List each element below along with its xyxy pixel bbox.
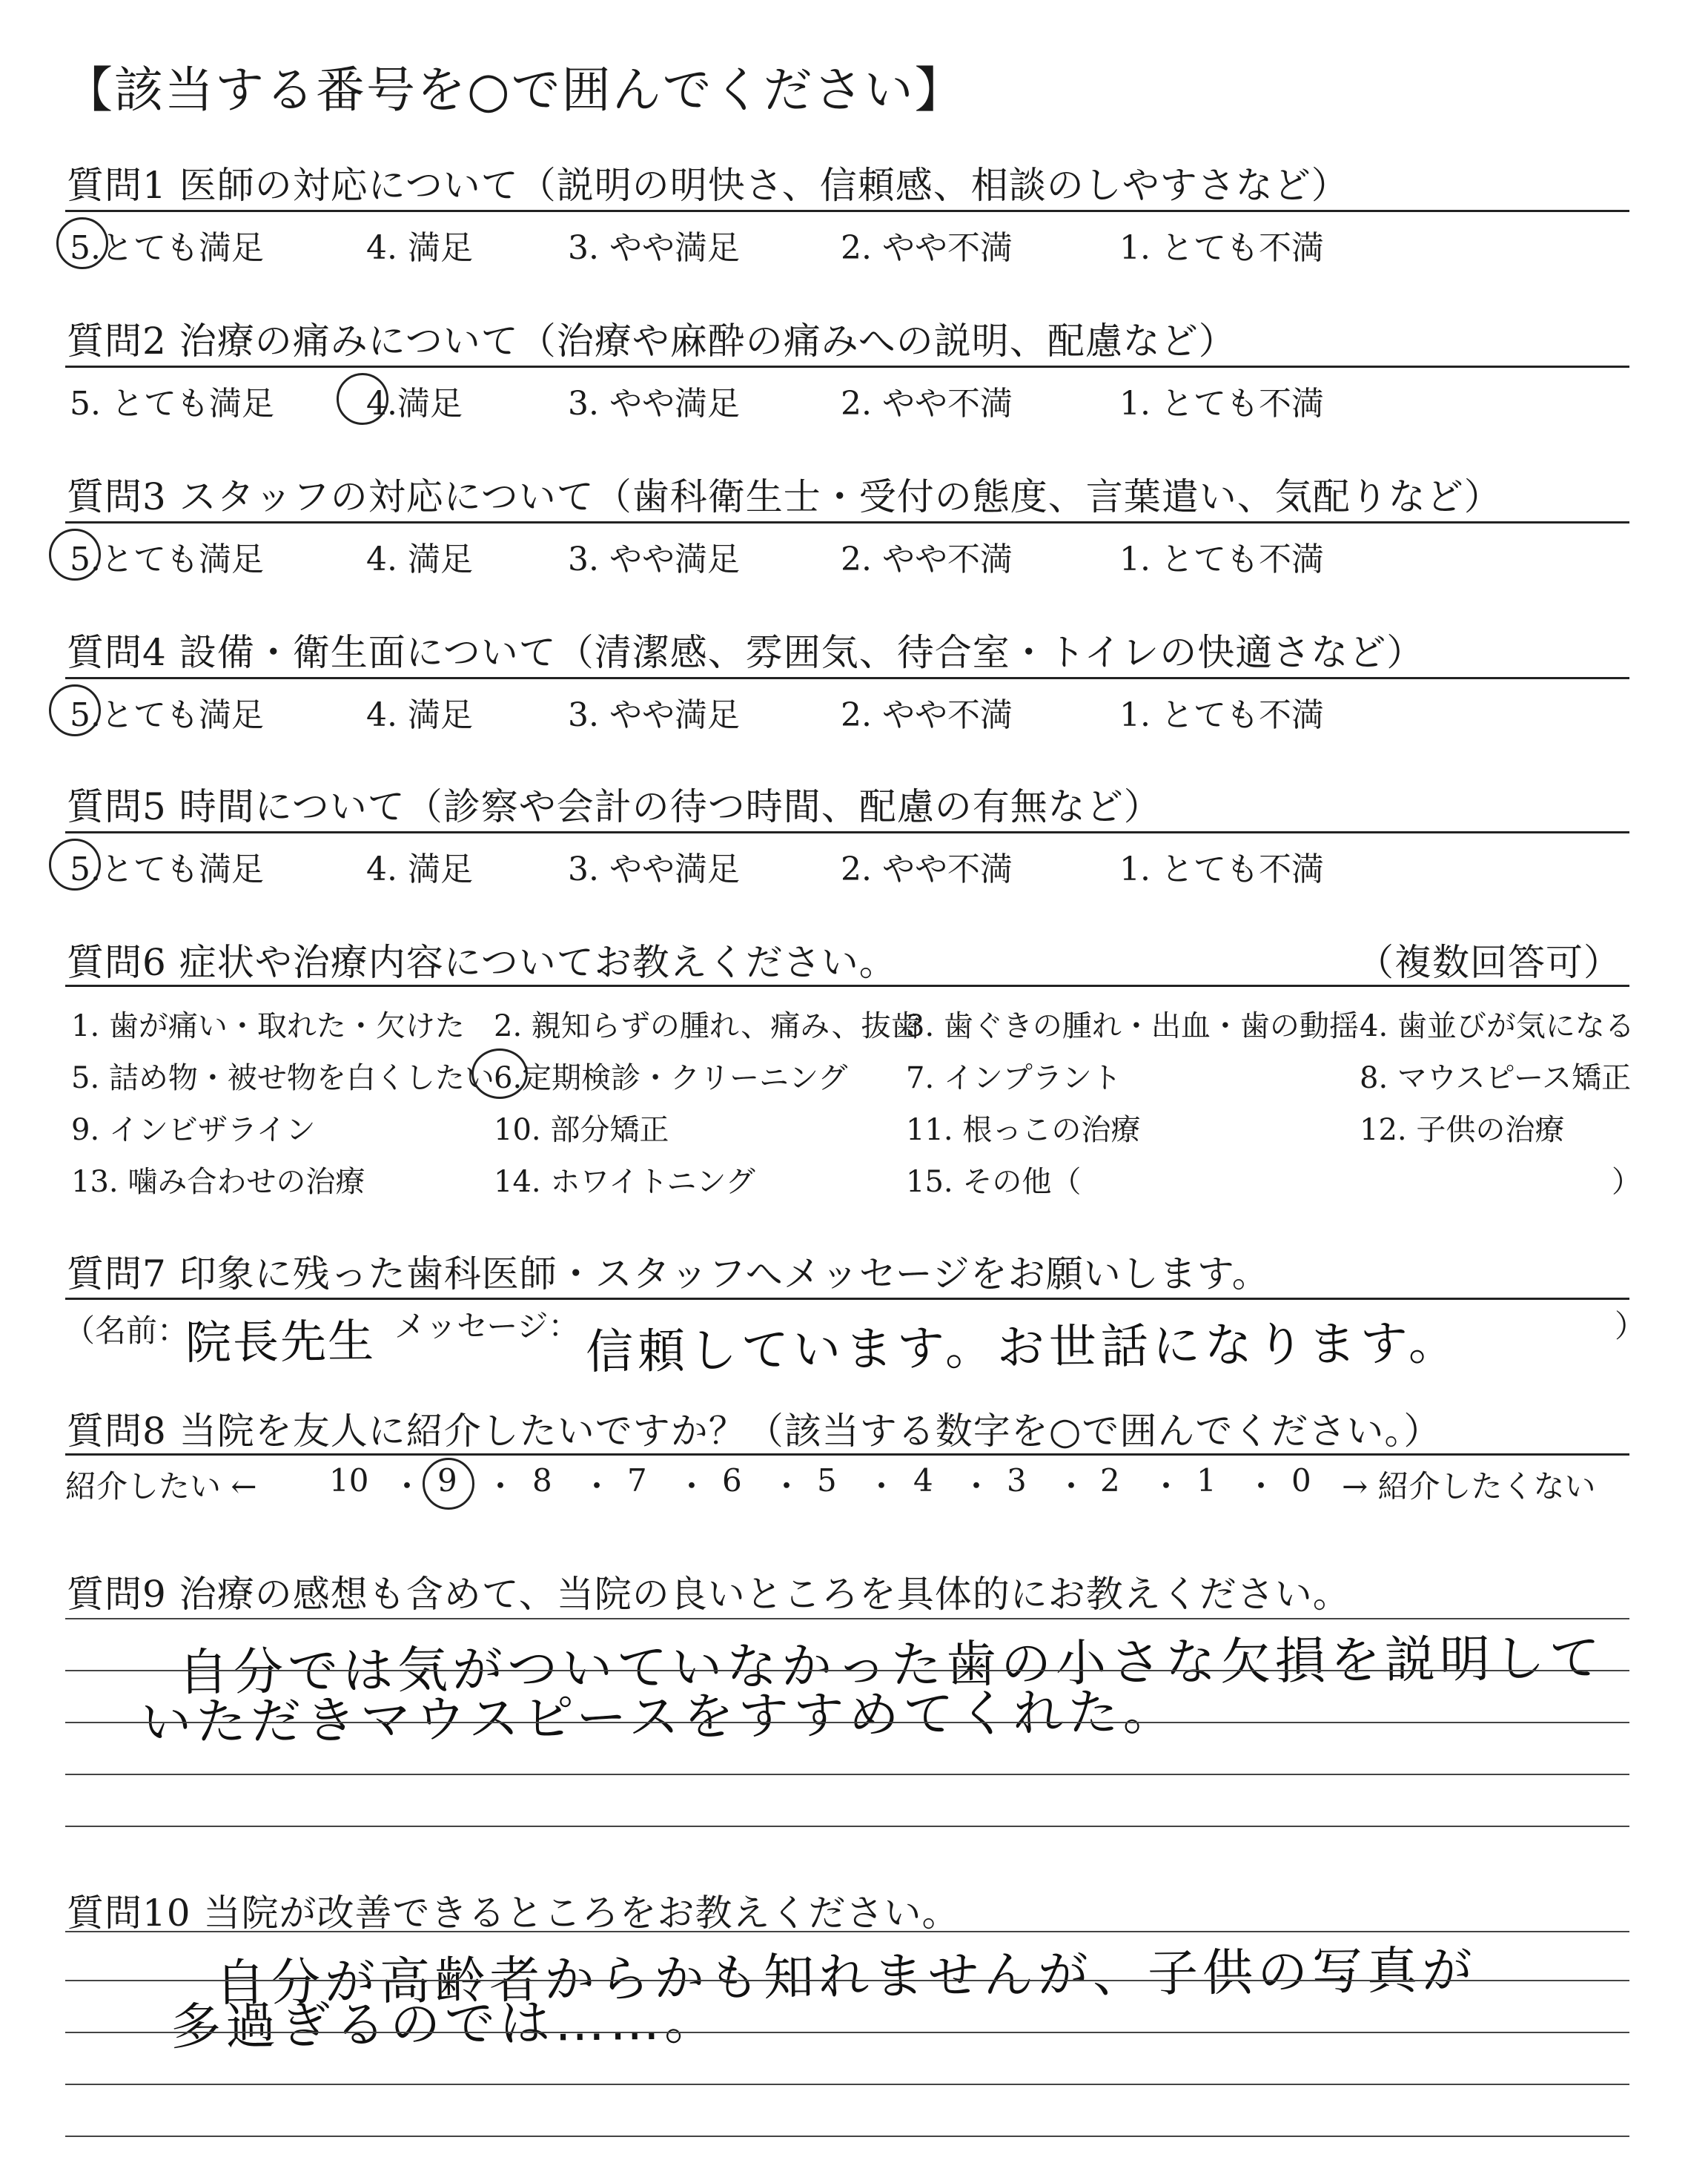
- question-3-rule: [65, 521, 1629, 524]
- q7-close-paren: ）: [1615, 1308, 1646, 1344]
- question-4-rule: [65, 677, 1629, 679]
- question-10-title: 質問10 当院が改善できるところをお教えください。: [67, 1892, 960, 1935]
- q5-option-1[interactable]: 1. とても不満: [1119, 851, 1324, 888]
- q1-option-1[interactable]: 1. とても不満: [1119, 229, 1324, 267]
- q6-option-12[interactable]: 12. 子供の治療: [1360, 1113, 1565, 1147]
- q2-option-4[interactable]: 4.満足: [366, 385, 463, 423]
- q5-option-3[interactable]: 3. やや満足: [568, 851, 740, 888]
- q6-option-15[interactable]: 15. その他（: [906, 1165, 1082, 1199]
- q4-option-3[interactable]: 3. やや満足: [568, 696, 740, 734]
- q6-option-5[interactable]: 5. 詰め物・被せ物を白くしたい: [71, 1061, 494, 1095]
- q10-answer-line-2[interactable]: 多過ぎるのでは……。: [170, 1992, 720, 2057]
- question-4-title: 質問4 設備・衛生面について（清潔感、雰囲気、待合室・トイレの快適さなど）: [67, 631, 1425, 674]
- question-1-rule: [65, 210, 1629, 212]
- q9-line-5: [65, 1826, 1629, 1827]
- q8-scale-3[interactable]: 3: [1007, 1462, 1027, 1499]
- q8-sep: ・: [961, 1468, 993, 1505]
- q1-option-4[interactable]: 4. 満足: [366, 229, 473, 267]
- question-6-rule: [65, 985, 1629, 987]
- q4-option-1[interactable]: 1. とても不満: [1119, 696, 1324, 734]
- q8-scale-5[interactable]: 5: [817, 1462, 837, 1499]
- q5-option-5[interactable]: 5.とても満足: [70, 851, 264, 888]
- q8-scale-8[interactable]: 8: [532, 1462, 552, 1499]
- q6-option-11[interactable]: 11. 根っこの治療: [906, 1113, 1141, 1147]
- q10-line-5: [65, 2136, 1629, 2137]
- q4-option-2[interactable]: 2. やや不満: [841, 696, 1013, 734]
- q9-line-1: [65, 1618, 1629, 1619]
- question-7-title: 質問7 印象に残った歯科医師・スタッフへメッセージをお願いします。: [67, 1252, 1270, 1295]
- q9-line-2: [65, 1670, 1629, 1671]
- question-6-title: 質問6 症状や治療内容についてお教えください。: [67, 941, 897, 984]
- q8-sep: ・: [771, 1468, 803, 1505]
- q8-sep: ・: [866, 1468, 898, 1505]
- q8-scale-9[interactable]: 9: [437, 1462, 457, 1499]
- question-8-title: 質問8 当院を友人に紹介したいですか？（該当する数字を○で囲んでください。）: [67, 1410, 1442, 1453]
- q10-line-4: [65, 2084, 1629, 2085]
- q7-name-label: （名前：: [64, 1312, 189, 1349]
- q6-option-7[interactable]: 7. インプラント: [906, 1061, 1122, 1095]
- q10-answer-line-1[interactable]: 自分が高齢者からかも知れませんが、子供の写真が: [214, 1941, 1477, 2013]
- q3-option-5[interactable]: 5.とても満足: [70, 541, 264, 578]
- q2-option-3[interactable]: 3. やや満足: [568, 385, 740, 423]
- q9-line-4: [65, 1774, 1629, 1775]
- q6-option-6[interactable]: 6.定期検診・クリーニング: [494, 1061, 848, 1095]
- q7-name-value[interactable]: 院長先生: [185, 1313, 376, 1370]
- q2-option-1[interactable]: 1. とても不満: [1119, 385, 1324, 423]
- q5-option-2[interactable]: 2. やや不満: [841, 851, 1013, 888]
- q1-option-5[interactable]: 5.とても満足: [70, 229, 264, 267]
- question-2-title: 質問2 治療の痛みについて（治療や麻酔の痛みへの説明、配慮など）: [67, 320, 1237, 363]
- q6-option-9[interactable]: 9. インビザライン: [71, 1113, 316, 1147]
- q1-option-3[interactable]: 3. やや満足: [568, 229, 740, 267]
- q9-answer-line-1[interactable]: 自分では気がついていなかった歯の小さな欠損を説明して: [177, 1628, 1605, 1703]
- q4-option-4[interactable]: 4. 満足: [366, 696, 473, 734]
- q2-option-5[interactable]: 5. とても満足: [70, 385, 274, 423]
- q2-option-2[interactable]: 2. やや不満: [841, 385, 1013, 423]
- question-2-rule: [65, 366, 1629, 368]
- q8-scale-4[interactable]: 4: [913, 1462, 933, 1499]
- q7-message-value[interactable]: 信頼しています。お世話になります。: [585, 1315, 1461, 1381]
- question-5-title: 質問5 時間について（診察や会計の待つ時間、配慮の有無など）: [67, 785, 1162, 828]
- question-9-title: 質問9 治療の感想も含めて、当院の良いところを具体的にお教えください。: [67, 1573, 1351, 1616]
- q8-sep: ・: [1151, 1468, 1182, 1505]
- q6-option-14[interactable]: 14. ホワイトニング: [494, 1165, 755, 1199]
- q8-sep: ・: [485, 1468, 517, 1505]
- q10-line-3: [65, 2032, 1629, 2033]
- q8-left-label: 紹介したい ←: [65, 1468, 257, 1505]
- question-3-title: 質問3 スタッフの対応について（歯科衛生士・受付の態度、言葉遣い、気配りなど）: [67, 475, 1502, 518]
- question-6-note: （複数回答可）: [1357, 941, 1621, 984]
- q6-option-3[interactable]: 3. 歯ぐきの腫れ・出血・歯の動揺: [906, 1009, 1359, 1043]
- q3-option-4[interactable]: 4. 満足: [366, 541, 473, 578]
- q6-option-1[interactable]: 1. 歯が痛い・取れた・欠けた: [71, 1009, 465, 1043]
- question-1-title: 質問1 医師の対応について（説明の明快さ、信頼感、相談のしやすさなど）: [67, 164, 1349, 207]
- q7-message-label: メッセージ：: [394, 1308, 580, 1344]
- q8-right-label: → 紹介したくない: [1342, 1468, 1596, 1505]
- q8-scale-0[interactable]: 0: [1291, 1462, 1311, 1499]
- q6-option-8[interactable]: 8. マウスピース矯正: [1360, 1061, 1632, 1095]
- q8-sep: ・: [1056, 1468, 1088, 1505]
- q8-scale-10[interactable]: 10: [329, 1462, 369, 1499]
- q6-other-close-paren: ）: [1612, 1165, 1641, 1199]
- q6-option-2[interactable]: 2. 親知らずの腫れ、痛み、抜歯: [494, 1009, 921, 1043]
- instruction-header: 【該当する番号を○で囲んでください】: [64, 62, 965, 119]
- q8-scale-7[interactable]: 7: [627, 1462, 647, 1499]
- q8-sep: ・: [581, 1468, 613, 1505]
- q10-line-2: [65, 1980, 1629, 1981]
- question-5-rule: [65, 831, 1629, 833]
- q4-option-5[interactable]: 5.とても満足: [70, 696, 264, 734]
- q6-option-4[interactable]: 4. 歯並びが気になる: [1360, 1009, 1635, 1043]
- q8-sep: ・: [1245, 1468, 1277, 1505]
- question-8-rule: [65, 1453, 1629, 1456]
- q8-sep: ・: [676, 1468, 708, 1505]
- q8-sep: ・: [391, 1468, 423, 1505]
- q3-option-2[interactable]: 2. やや不満: [841, 541, 1013, 578]
- q3-option-3[interactable]: 3. やや満足: [568, 541, 740, 578]
- q9-line-3: [65, 1722, 1629, 1723]
- q8-scale-6[interactable]: 6: [722, 1462, 742, 1499]
- q6-option-10[interactable]: 10. 部分矯正: [494, 1113, 669, 1147]
- q3-option-1[interactable]: 1. とても不満: [1119, 541, 1324, 578]
- q9-answer-line-2[interactable]: いただきマウスピースをすすめてくれた。: [140, 1682, 1178, 1753]
- q6-option-13[interactable]: 13. 噛み合わせの治療: [71, 1165, 365, 1199]
- q1-option-2[interactable]: 2. やや不満: [841, 229, 1013, 267]
- question-7-rule: [65, 1298, 1629, 1300]
- q5-option-4[interactable]: 4. 満足: [366, 851, 473, 888]
- q8-scale-1[interactable]: 1: [1196, 1462, 1217, 1499]
- q8-scale-2[interactable]: 2: [1100, 1462, 1120, 1499]
